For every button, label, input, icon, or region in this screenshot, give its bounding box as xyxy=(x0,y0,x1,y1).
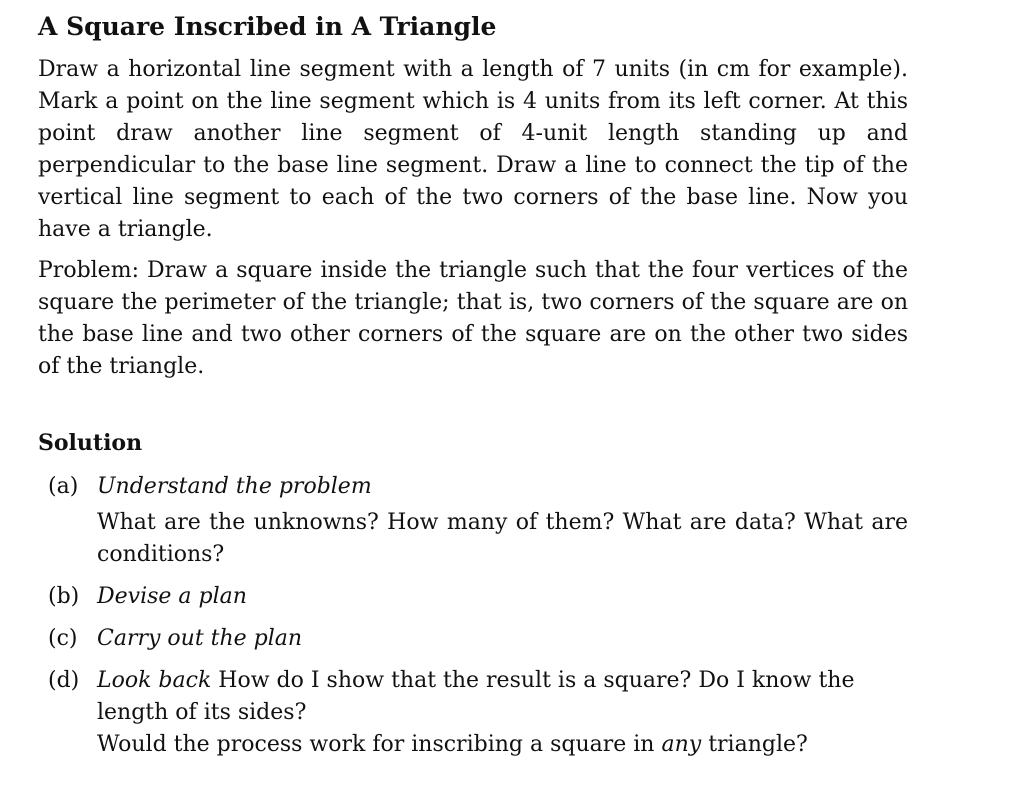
step-marker: (a) xyxy=(48,474,79,499)
step-marker: (c) xyxy=(48,626,78,651)
step-heading: Understand the problem xyxy=(97,474,372,499)
solution-step-b xyxy=(38,581,908,613)
step-marker: (b) xyxy=(48,584,80,609)
step-heading: Devise a plan xyxy=(97,584,247,609)
problem-paragraph: Problem: Draw a square inside the triangle such that the four vertices of the square the perimeter of the triangle; that is, two corners of the square are on the base line and two other corners of the square are on the other two sides of the triangle. xyxy=(38,258,908,379)
step-question-emphasis: any xyxy=(661,732,702,757)
step-body: What are the unknowns? How many of them? What are data? What are conditions? xyxy=(97,510,908,567)
solution-steps-list xyxy=(38,471,908,761)
step-heading: Look back xyxy=(97,668,212,693)
step-inline-text: How do I show that the result is a square? Do I know the length of its sides? xyxy=(97,668,855,725)
step-question-end: triangle? xyxy=(701,732,808,757)
step-marker: (d) xyxy=(48,668,80,693)
solution-step-c xyxy=(38,623,908,655)
step-question-start: Would the process work for inscribing a square in xyxy=(97,732,662,757)
solution-step-d xyxy=(38,665,908,761)
document-title: A Square Inscribed in A Triangle xyxy=(38,12,497,41)
solution-step-a xyxy=(38,471,908,571)
intro-paragraph: Draw a horizontal line segment with a length of 7 units (in cm for example). Mark a point on the line segment which is 4 units from its left corner. At this point draw another line segment of 4-unit length standing up and perpendicular to the base line segment. Draw a line to connect the tip of the vertical line segment to each of the two corners of the base line. Now you have a triangle. xyxy=(38,57,908,242)
step-heading: Carry out the plan xyxy=(97,626,303,651)
solution-heading: Solution xyxy=(38,430,143,456)
document-page xyxy=(38,10,908,771)
